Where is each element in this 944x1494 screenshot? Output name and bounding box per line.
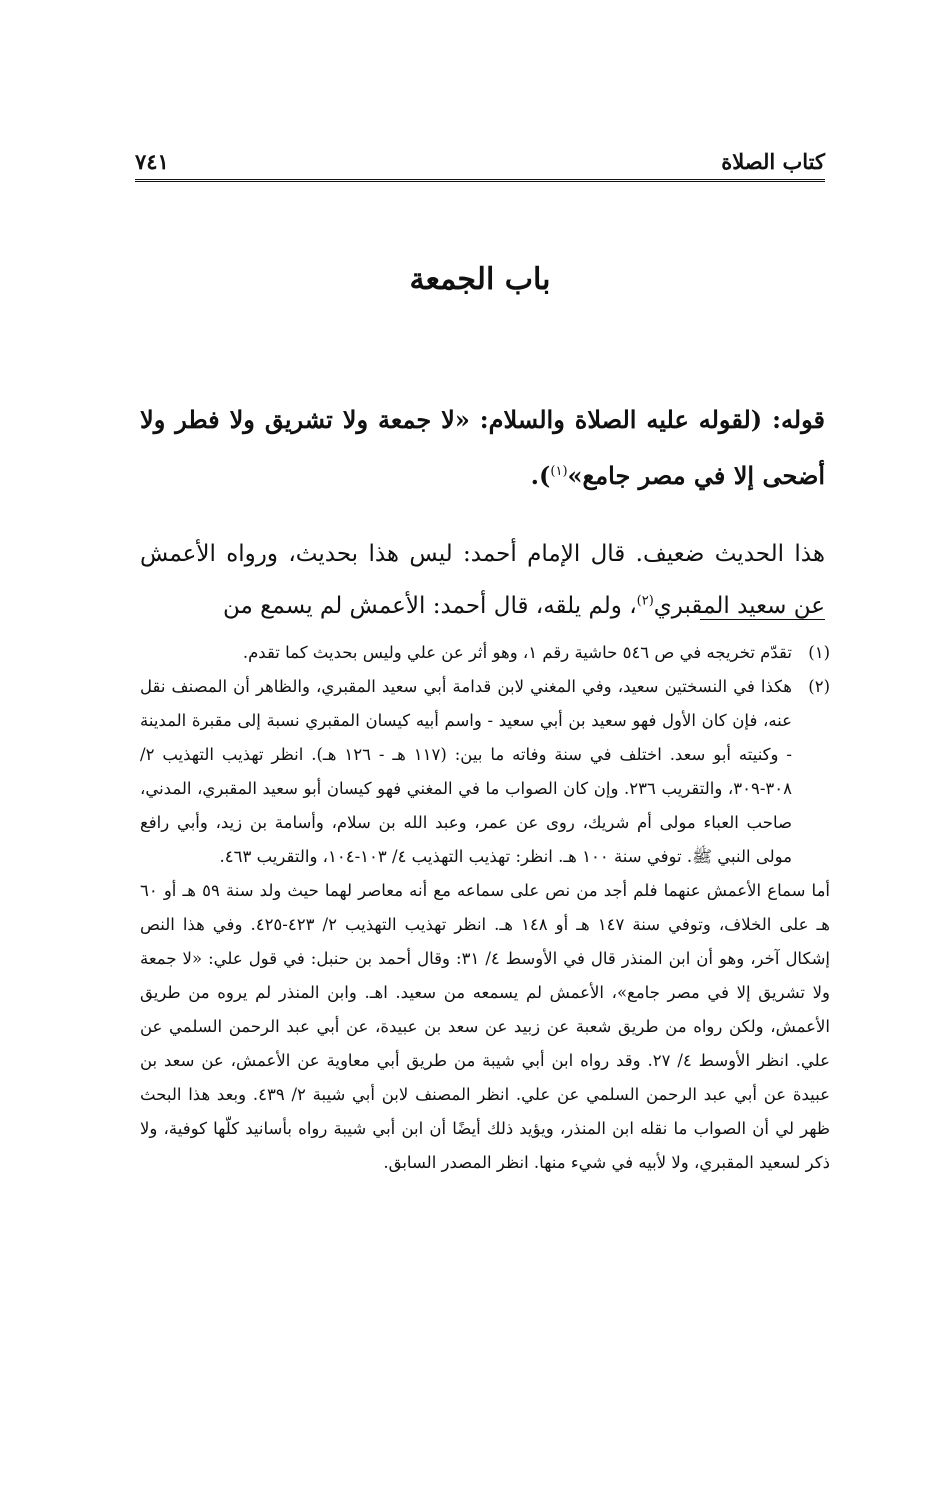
- footnote-1: [140, 636, 830, 670]
- para-part-1: هذا الحديث ضعيف. قال الإمام أحمد: ليس هذا بحديث، ورواه الأعمش عن سعيد المقبري: [140, 541, 825, 619]
- footnote-2-number: (٢): [808, 677, 830, 696]
- footnotes: [140, 636, 830, 1180]
- hadith-end: ).: [530, 461, 551, 490]
- para-part-2: ، ولم يلقه، قال أحمد: الأعمش لم يسمع من: [223, 593, 637, 619]
- running-title: كتاب الصلاة: [721, 149, 825, 174]
- page-number: ٧٤١: [135, 149, 169, 174]
- running-header: [135, 138, 825, 174]
- footnote-rule: [700, 619, 825, 620]
- footnote-ref-2: (٢): [636, 593, 654, 609]
- hadith-quote: [140, 392, 825, 504]
- footnote-2: [140, 670, 830, 874]
- footnote-ref-1: (١): [550, 464, 568, 479]
- header-rule: [135, 179, 825, 184]
- hadith-text: قوله: (لقوله عليه الصلاة والسلام: «لا جمعة ولا تشريق ولا فطر ولا أضحى إلا في مصر جامع»: [140, 405, 825, 490]
- commentary-paragraph: [140, 528, 825, 632]
- footnote-1-number: (١): [808, 643, 830, 662]
- footnote-2-continuation: أما سماع الأعمش عنهما فلم أجد من نص على سماعه مع أنه معاصر لهما حيث ولد سنة ٥٩ هـ أو ٦٠ هـ على الخلاف، وتوفي سنة ١٤٧ هـ أو ١٤٨ هـ. انظر تهذيب التهذيب ٢/ ٤٢٣-٤٢٥. وفي هذا النص إشكال آخر، وهو أن ابن المنذر قال في الأوسط ٤/ ٣١: وقال أحمد بن حنبل: في قول علي: «لا جمعة ولا تشريق إلا في مصر جامع»، الأعمش لم يسمعه من سعيد. اهـ. وابن المنذر لم يروه من طريق الأعمش، ولكن رواه من طريق شعبة عن زبيد عن سعد بن عبيدة، عن أبي عبد الرحمن السلمي عن علي. انظر الأوسط ٤/ ٢٧. وقد رواه ابن أبي شيبة من طريق أبي معاوية عن الأعمش، عن سعد بن عبيدة عن أبي عبد الرحمن السلمي عن علي. انظر المصنف لابن أبي شيبة ٢/ ٤٣٩. وبعد هذا البحث ظهر لي أن الصواب ما نقله ابن المنذر، ويؤيد ذلك أيضًا أن ابن أبي شيبة رواه بأسانيد كلّها كوفية، ولا ذكر لسعيد المقبري، ولا لأبيه في شيء منها. انظر المصدر السابق.: [140, 881, 831, 1172]
- footnote-1-text: تقدّم تخريجه في ص ٥٤٦ حاشية رقم ١، وهو أثر عن علي وليس بحديث كما تقدم.: [242, 643, 792, 662]
- chapter-title: باب الجمعة: [409, 262, 551, 297]
- footnote-2-text: هكذا في النسختين سعيد، وفي المغني لابن قدامة أبي سعيد المقبري، والظاهر أن المصنف نقل عنه، فإن كان الأول فهو سعيد بن أبي سعيد - واسم أبيه كيسان المقبري نسبة إلى مقبرة المدينة - وكنيته أبو سعد. اختلف في سنة وفاته ما بين: (١١٧ هـ - ١٢٦ هـ). انظر تهذيب التهذيب ٢/ ٣٠٨-٣٠٩، والتقريب ٢٣٦. وإن كان الصواب ما في المغني فهو كيسان أبو سعيد المقبري، المدني، صاحب العباء مولى أم شريك، روى عن عمر، وعبد الله بن سلام، وأسامة بن زيد، وأبي رافع مولى النبي ﷺ. توفي سنة ١٠٠ هـ. انظر: تهذيب التهذيب ٤/ ١٠٣-١٠٤، والتقريب ٤٦٣.: [140, 677, 793, 866]
- main-text: [140, 392, 825, 632]
